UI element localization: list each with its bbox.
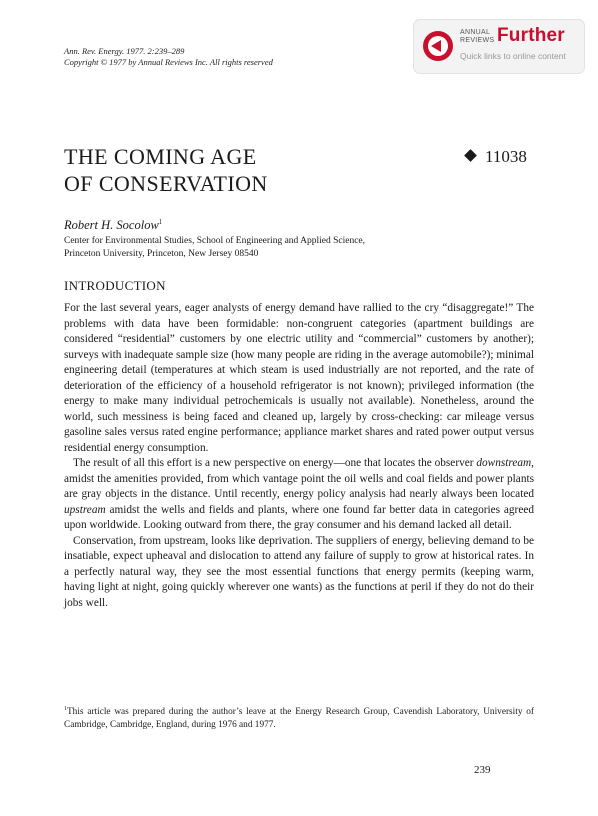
paragraph-3: Conservation, from upstream, looks like deprivation. The suppliers of energy, believing demand to be insatiable, expect upheaval and dislocation to attend any failure of supply to grow at historical rates. In a perfectly natural way, they see the most essential functions that energy permits (keeping warm, having light at night, going quickly wherever one wants) as the functions at peril if they do not do their jobs well. xyxy=(64,534,534,609)
journal-citation: Ann. Rev. Energy. 1977. 2:239–289 xyxy=(64,46,185,56)
badge-subtitle: Quick links to online content xyxy=(460,51,566,61)
annual-reviews-logo-icon xyxy=(423,31,453,61)
footnote-text: This article was prepared during the author’s leave at the Energy Research Group, Cavendish Laboratory, University of Cambridge, Cambridge, England, during 1976 and 1977. xyxy=(64,707,534,730)
author-affiliation: Center for Environmental Studies, School of Engineering and Applied Science, Princeton University, Princeton, New Jersey 08540 xyxy=(64,236,366,259)
copyright-notice: Copyright © 1977 by Annual Reviews Inc. All rights reserved xyxy=(64,57,273,67)
author-name: Robert H. Socolow$^1$ xyxy=(64,218,163,233)
footnote xyxy=(64,703,534,731)
article-title: THE COMING AGE OF CONSERVATION xyxy=(64,144,268,196)
section-heading: INTRODUCTION xyxy=(64,278,166,293)
further-badge[interactable] xyxy=(413,19,585,74)
footnote-mark: 1 xyxy=(64,706,67,712)
paragraph-1: For the last several years, eager analysts of energy demand have rallied to the cry “disaggregate!” The problems with data have been formidable: non-congruent categories (apartment buildings are considered “residential” customers by one electric utility and “commercial” customers by another); surveys with inadequate sample size (how many people are riding in the average automobile?); minimal engineering detail (temperatures at which steam is used industrially are not reported, and the rate of deterioration of the efficiency of a household refrigerator is not known); privileged information (the energy to make many individual petrochemicals is usually not available). Nonetheless, around the world, such messiness is being faced and cleaned up, largely by cross-checking: car mileage versus gasoline sales versus rated engine performance; appliance market shares and rated power output versus residential energy consumption. xyxy=(64,302,534,454)
badge-brand: ANNUAL REVIEWS xyxy=(460,29,495,44)
badge-title: Further xyxy=(497,25,565,46)
page-number: 239 xyxy=(474,764,491,776)
author-footnote-mark: 1 xyxy=(158,218,163,226)
diamond-icon xyxy=(464,149,477,162)
journal-reference xyxy=(64,46,273,68)
paragraph-2: The result of all this effort is a new perspective on energy—one that locates the observer downstream, amidst the amenities provided, from which vantage point the oil wells and coal fields and power plants are gray objects in the distance. Until recently, energy policy analysis had nearly always been located upstream amidst the wells and fields and plants, where one found far better data in categories agreed upon worldwide. Looking outward from there, the gray consumer and his demand lacked all detail. xyxy=(64,457,534,531)
article-number: 11038 xyxy=(466,143,527,170)
body-text xyxy=(64,301,534,611)
